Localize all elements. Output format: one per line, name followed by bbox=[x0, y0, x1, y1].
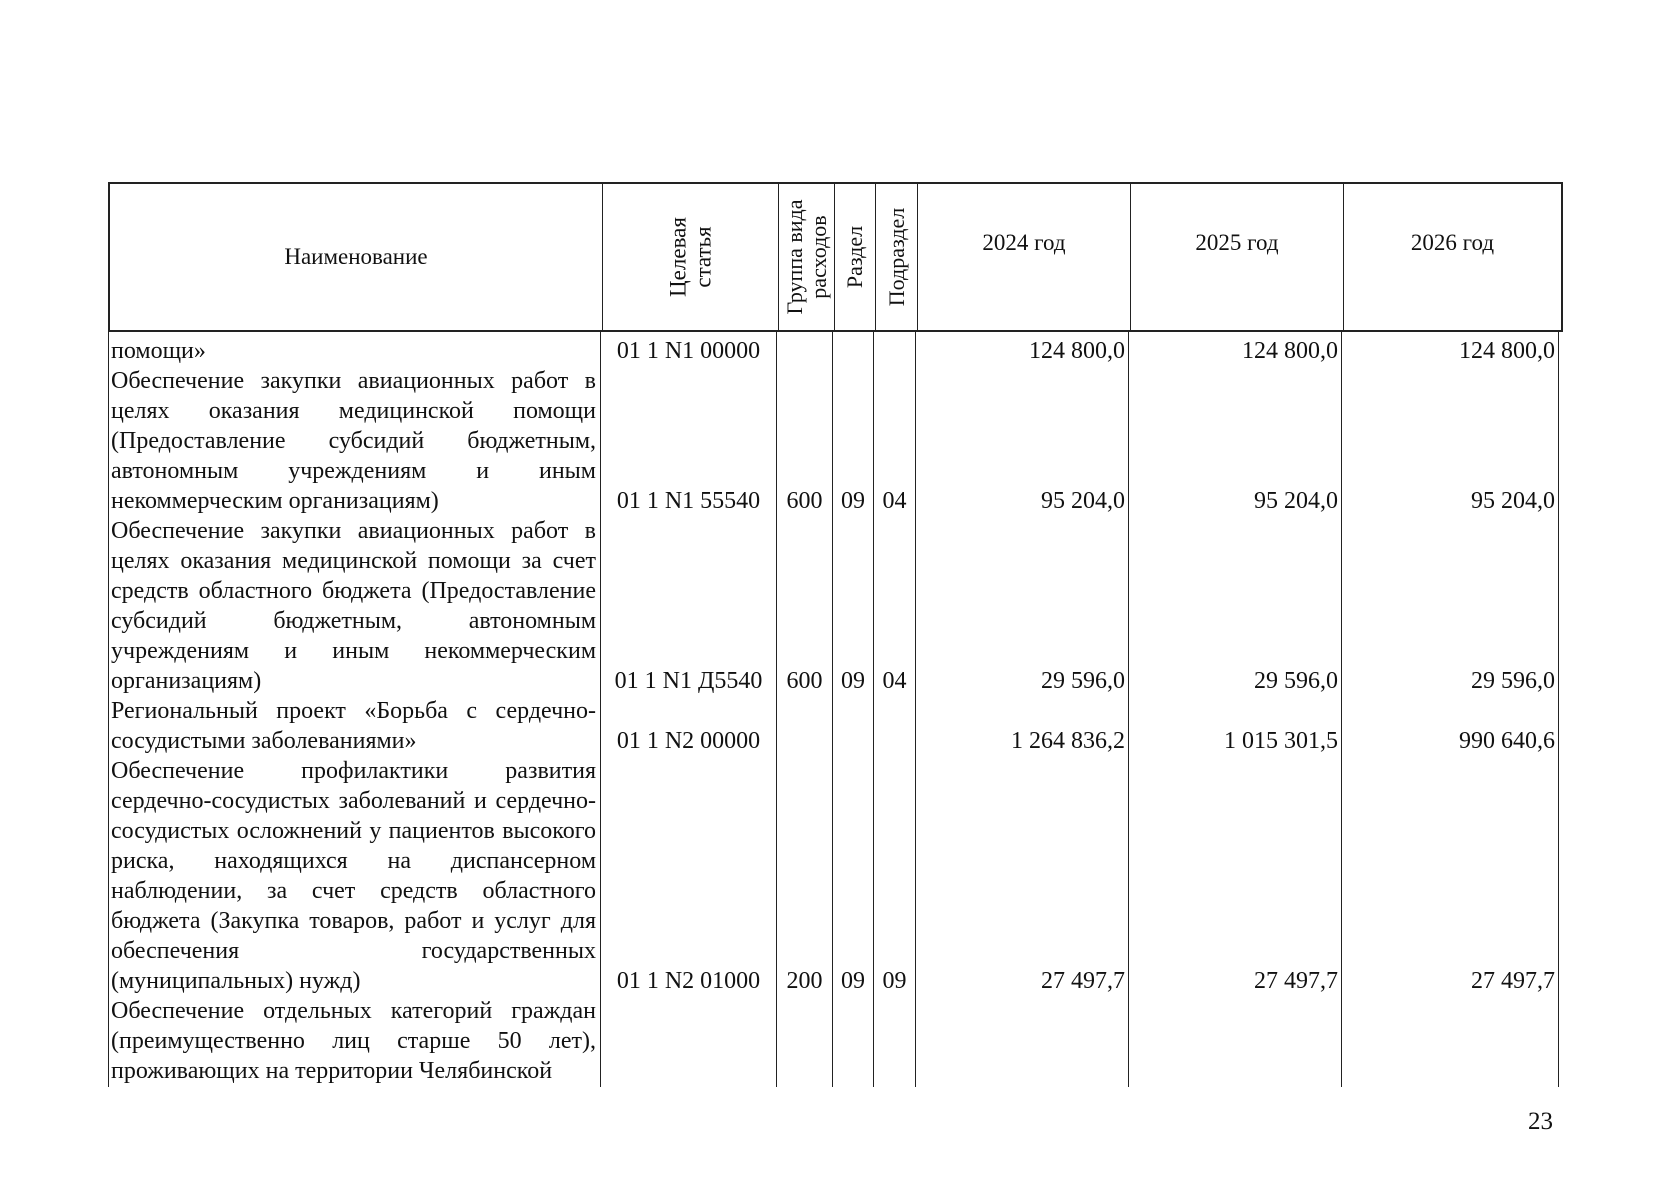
row-value-2024: 1 264 836,2 bbox=[1011, 728, 1125, 754]
table-body bbox=[108, 332, 1563, 1087]
row-value-2026: 990 640,6 bbox=[1459, 728, 1555, 754]
header-subsection-label: Подраздел bbox=[883, 207, 909, 307]
header-2026 bbox=[1344, 184, 1561, 330]
row-group: 600 bbox=[786, 488, 823, 514]
code-column bbox=[601, 332, 777, 1087]
row-code: 01 1 N1 55540 bbox=[616, 488, 761, 514]
group-column bbox=[777, 332, 833, 1087]
row-subsection: 04 bbox=[882, 488, 907, 514]
row-code: 01 1 N2 00000 bbox=[616, 728, 761, 754]
row-value-2025: 95 204,0 bbox=[1254, 488, 1338, 514]
header-2024 bbox=[918, 184, 1131, 330]
row-name-4 bbox=[111, 696, 596, 756]
row-name-text: Обеспечение отдельных категорий граждан (преимущественно лиц старше 50 лет), проживающих на территории Челябинской bbox=[111, 998, 596, 1084]
section-column bbox=[833, 332, 874, 1087]
row-value-2026: 124 800,0 bbox=[1459, 338, 1555, 364]
row-group: 200 bbox=[786, 968, 823, 994]
row-section: 09 bbox=[841, 668, 865, 694]
row-value-2024: 27 497,7 bbox=[1041, 968, 1125, 994]
header-2026-label: 2026 год bbox=[1410, 230, 1495, 255]
year-2026-column bbox=[1342, 332, 1559, 1087]
row-value-2026: 95 204,0 bbox=[1471, 488, 1555, 514]
row-subsection: 09 bbox=[882, 968, 907, 994]
year-2024-column bbox=[916, 332, 1129, 1087]
row-name-5 bbox=[111, 756, 596, 996]
year-2025-column bbox=[1129, 332, 1342, 1087]
row-value-2024: 95 204,0 bbox=[1041, 488, 1125, 514]
name-column bbox=[108, 332, 601, 1087]
page-number: 23 bbox=[1528, 1108, 1553, 1135]
row-value-2026: 29 596,0 bbox=[1471, 668, 1555, 694]
header-name-label: Наименование bbox=[284, 244, 428, 269]
header-section-label: Раздел bbox=[841, 225, 867, 289]
header-subsection bbox=[876, 184, 918, 330]
row-name-text: Обеспечение профилактики развития сердечно-сосудистых заболеваний и сердечно-сосудистых осложнений у пациентов высокого риска, находящихся на диспансерном наблюдении, за счет средств областного бюджета (Закупка товаров, работ и услуг для обеспечения государственных (муниципальных) нужд) bbox=[111, 758, 596, 994]
row-value-2025: 27 497,7 bbox=[1254, 968, 1338, 994]
header-exp-group-label: Группа вида расходов bbox=[781, 199, 831, 315]
row-value-2026: 27 497,7 bbox=[1471, 968, 1555, 994]
header-2024-label: 2024 год bbox=[982, 230, 1066, 255]
header-exp-group bbox=[779, 184, 835, 330]
row-name-2 bbox=[111, 366, 596, 516]
header-name bbox=[110, 184, 603, 330]
row-name-6 bbox=[111, 996, 596, 1086]
row-group: 600 bbox=[786, 668, 823, 694]
table-header bbox=[108, 182, 1563, 332]
row-name-text: Обеспечение закупки авиационных работ в целях оказания медицинской помощи за счет средств областного бюджета (Предоставление субсидий бюджетным, автономным учреждениям и иным некоммерческим организациям) bbox=[111, 518, 596, 694]
row-value-2025: 124 800,0 bbox=[1242, 338, 1338, 364]
row-code: 01 1 N1 00000 bbox=[616, 338, 761, 364]
row-code: 01 1 N2 01000 bbox=[616, 968, 761, 994]
subsection-column bbox=[874, 332, 916, 1087]
header-target bbox=[603, 184, 779, 330]
row-name-1 bbox=[111, 336, 596, 366]
row-section: 09 bbox=[841, 968, 865, 994]
row-value-2024: 124 800,0 bbox=[1029, 338, 1125, 364]
header-2025-label: 2025 год bbox=[1195, 230, 1279, 255]
row-value-2025: 1 015 301,5 bbox=[1224, 728, 1338, 754]
row-name-text: помощи» bbox=[111, 338, 206, 364]
row-value-2025: 29 596,0 bbox=[1254, 668, 1338, 694]
header-section bbox=[835, 184, 876, 330]
header-target-label: Целевая статья bbox=[665, 217, 716, 297]
row-code: 01 1 N1 Д5540 bbox=[614, 668, 763, 694]
row-name-text: Обеспечение закупки авиационных работ в целях оказания медицинской помощи (Предоставление субсидий бюджетным, автономным учреждениям и иным некоммерческим организациям) bbox=[111, 368, 596, 514]
row-name-3 bbox=[111, 516, 596, 696]
row-section: 09 bbox=[841, 488, 865, 514]
row-value-2024: 29 596,0 bbox=[1041, 668, 1125, 694]
row-name-text: Региональный проект «Борьба с сердечно-сосудистыми заболеваниями» bbox=[111, 698, 596, 754]
budget-table bbox=[108, 182, 1563, 1087]
header-2025 bbox=[1131, 184, 1344, 330]
row-subsection: 04 bbox=[882, 668, 907, 694]
